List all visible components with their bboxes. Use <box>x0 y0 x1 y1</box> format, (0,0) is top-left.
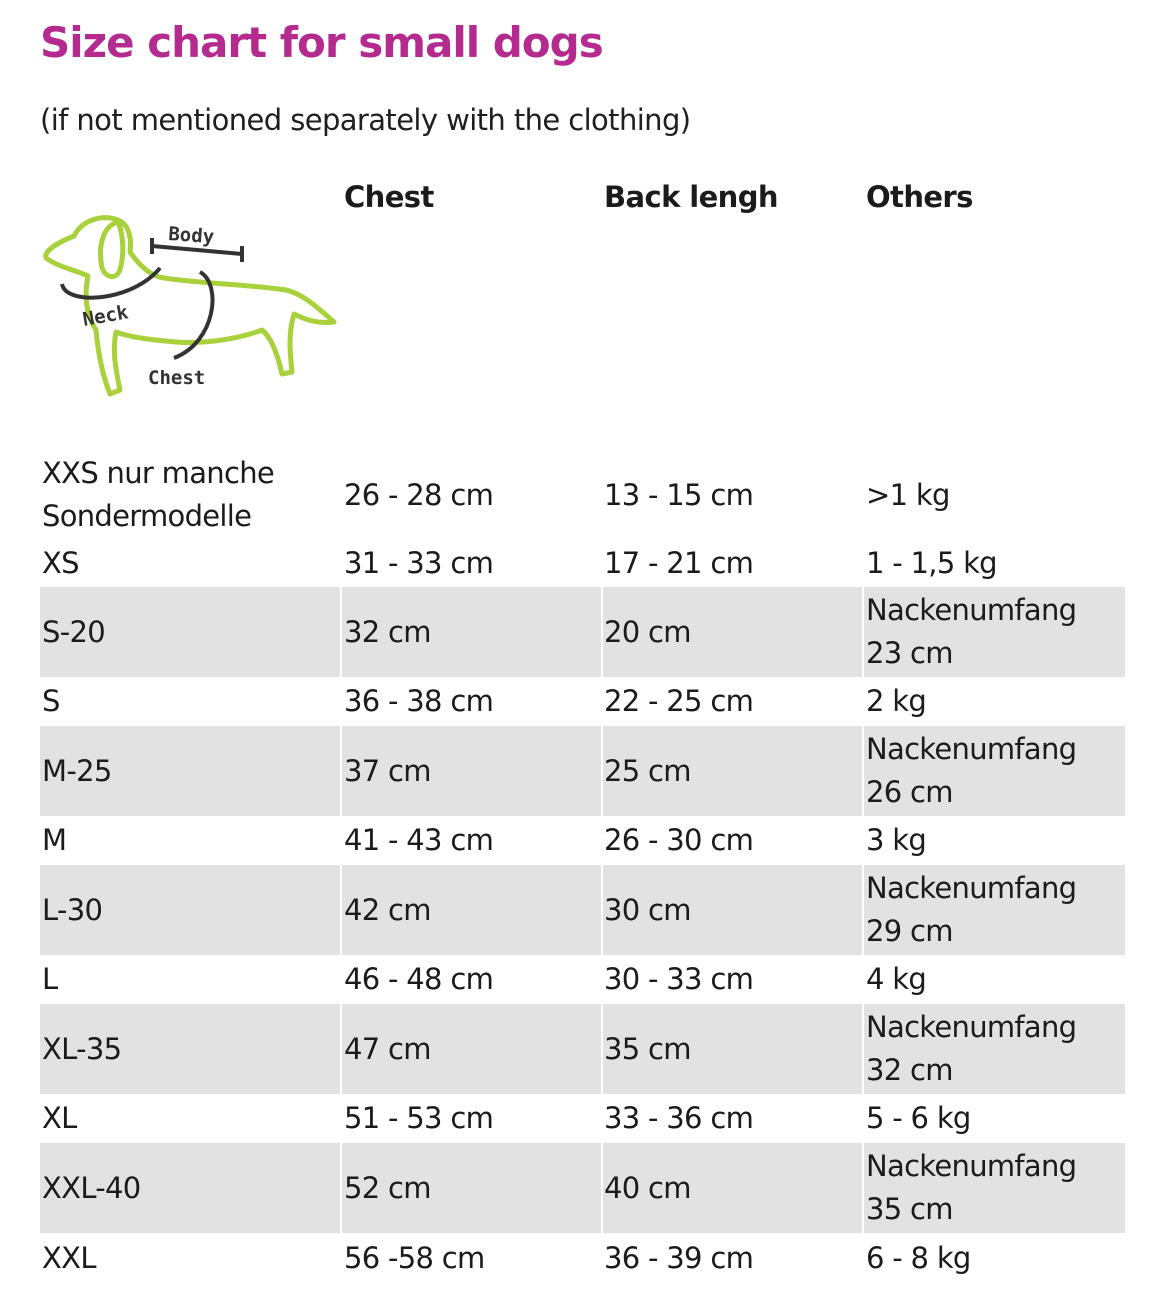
cell-line: 5 - 6 kg <box>866 1100 971 1135</box>
column-separator <box>862 1143 864 1233</box>
cell-line: XS <box>42 546 79 580</box>
cell-line: 30 - 33 cm <box>604 961 754 996</box>
cell-line: 26 - 30 cm <box>604 822 754 857</box>
cell-line: 36 - 38 cm <box>344 683 494 718</box>
size-cell <box>42 1097 77 1140</box>
column-separator <box>862 726 864 816</box>
cell-line: 26 cm <box>866 775 953 809</box>
cell-line: XXL-40 <box>42 1170 141 1205</box>
others-cell <box>866 728 1076 814</box>
cell-line: 3 kg <box>866 822 927 857</box>
cell-line: 30 cm <box>604 892 691 927</box>
back-length-cell <box>604 680 753 723</box>
back-length-cell <box>604 889 691 932</box>
back-length-cell <box>604 958 753 1001</box>
page-subtitle: (if not mentioned separately with the clothing) <box>40 103 691 137</box>
table-row <box>40 817 1125 863</box>
others-cell <box>866 1006 1076 1092</box>
size-cell <box>42 1237 96 1280</box>
column-header-chest: Chest <box>344 180 434 214</box>
column-separator <box>601 1143 603 1233</box>
back-length-cell <box>604 474 753 517</box>
cell-line: 26 - 28 cm <box>344 477 494 512</box>
cell-line: 4 kg <box>866 961 927 996</box>
column-header-back-length: Back lengh <box>604 180 778 214</box>
column-separator <box>601 587 603 677</box>
others-cell <box>866 680 926 723</box>
cell-line: XL <box>42 1100 77 1135</box>
column-separator <box>862 865 864 955</box>
cell-line: 37 cm <box>344 753 431 788</box>
table-row <box>40 541 1125 586</box>
cell-line: 32 cm <box>344 614 431 649</box>
column-separator <box>340 865 342 955</box>
others-cell <box>866 1237 971 1280</box>
cell-line: 51 - 53 cm <box>344 1100 494 1135</box>
back-length-cell <box>604 1028 691 1071</box>
page-title: Size chart for small dogs <box>40 18 603 67</box>
size-cell <box>42 1167 141 1210</box>
size-cell <box>42 750 112 793</box>
cell-line: 20 cm <box>604 614 691 649</box>
others-cell <box>866 1145 1076 1231</box>
others-cell <box>866 589 1076 675</box>
table-row <box>40 865 1125 955</box>
cell-line: 36 - 39 cm <box>604 1240 754 1275</box>
cell-line: 1 - 1,5 kg <box>866 546 997 580</box>
chest-cell <box>344 819 493 862</box>
size-cell <box>42 1028 121 1071</box>
column-separator <box>340 1143 342 1233</box>
table-row <box>40 726 1125 816</box>
back-length-cell <box>604 611 691 654</box>
size-cell <box>42 958 57 1001</box>
chest-cell <box>344 1237 485 1280</box>
table-row <box>40 678 1125 724</box>
cell-line: XXL <box>42 1240 96 1275</box>
table-row <box>40 956 1125 1002</box>
cell-line: 32 cm <box>866 1053 953 1087</box>
table-row <box>40 587 1125 677</box>
back-length-cell <box>604 1097 753 1140</box>
chest-cell <box>344 1028 431 1071</box>
chest-cell <box>344 611 431 654</box>
cell-line: Nackenumfang <box>866 1149 1077 1183</box>
others-cell <box>866 1097 971 1140</box>
cell-line: 2 kg <box>866 683 927 718</box>
cell-line: M-25 <box>42 753 112 788</box>
column-separator <box>862 1004 864 1094</box>
column-separator <box>340 1004 342 1094</box>
others-cell <box>866 542 997 585</box>
column-separator <box>601 726 603 816</box>
size-cell <box>42 819 66 862</box>
cell-line: 47 cm <box>344 1031 431 1066</box>
others-cell <box>866 474 950 517</box>
cell-line: 23 cm <box>866 636 953 670</box>
cell-line: XXS nur manche <box>42 456 275 490</box>
chest-cell <box>344 958 493 1001</box>
cell-line: S <box>42 683 60 718</box>
cell-line: Nackenumfang <box>866 871 1077 905</box>
cell-line: L <box>42 961 58 996</box>
cell-line: 13 - 15 cm <box>604 477 754 512</box>
neck-label: Neck <box>81 301 130 331</box>
cell-line: 56 -58 cm <box>344 1240 485 1275</box>
cell-line: 52 cm <box>344 1170 431 1205</box>
chest-cell <box>344 542 493 585</box>
cell-line: 33 - 36 cm <box>604 1100 754 1135</box>
cell-line: Nackenumfang <box>866 593 1077 627</box>
cell-line: M <box>42 822 67 857</box>
chest-label: Chest <box>148 367 206 389</box>
cell-line: 42 cm <box>344 892 431 927</box>
back-length-cell <box>604 1237 753 1280</box>
column-header-others: Others <box>866 180 973 214</box>
size-cell <box>42 542 79 585</box>
others-cell <box>866 819 926 862</box>
cell-line: XL-35 <box>42 1031 122 1066</box>
cell-line: L-30 <box>42 892 103 927</box>
column-separator <box>862 587 864 677</box>
chest-cell <box>344 889 431 932</box>
cell-line: 35 cm <box>604 1031 691 1066</box>
table-row <box>40 1095 1125 1141</box>
size-cell <box>42 611 105 654</box>
column-separator <box>601 865 603 955</box>
cell-line: Sondermodelle <box>42 499 252 533</box>
cell-line: 17 - 21 cm <box>604 546 754 580</box>
chest-cell <box>344 1097 493 1140</box>
size-cell <box>42 452 274 538</box>
dog-measurement-illustration <box>36 206 342 416</box>
cell-line: 35 cm <box>866 1192 953 1226</box>
cell-line: 41 - 43 cm <box>344 822 494 857</box>
body-label: Body <box>167 223 215 249</box>
chest-cell <box>344 474 493 517</box>
back-length-cell <box>604 819 753 862</box>
cell-line: 46 - 48 cm <box>344 961 494 996</box>
cell-line: 40 cm <box>604 1170 691 1205</box>
table-row <box>40 1004 1125 1094</box>
cell-line: 6 - 8 kg <box>866 1240 971 1275</box>
back-length-cell <box>604 1167 691 1210</box>
cell-line: 31 - 33 cm <box>344 546 494 580</box>
others-cell <box>866 958 926 1001</box>
chest-cell <box>344 750 431 793</box>
table-row <box>40 450 1125 540</box>
column-separator <box>340 726 342 816</box>
column-separator <box>601 1004 603 1094</box>
size-cell <box>42 680 60 723</box>
cell-line: Nackenumfang <box>866 1010 1077 1044</box>
cell-line: >1 kg <box>866 477 950 512</box>
column-separator <box>340 587 342 677</box>
cell-line: 29 cm <box>866 914 953 948</box>
table-row <box>40 1234 1125 1282</box>
back-length-cell <box>604 750 691 793</box>
size-cell <box>42 889 102 932</box>
chest-cell <box>344 1167 431 1210</box>
chest-cell <box>344 680 493 723</box>
cell-line: 22 - 25 cm <box>604 683 754 718</box>
cell-line: Nackenumfang <box>866 732 1077 766</box>
back-length-cell <box>604 542 753 585</box>
cell-line: S-20 <box>42 614 105 649</box>
others-cell <box>866 867 1076 953</box>
cell-line: 25 cm <box>604 753 691 788</box>
table-row <box>40 1143 1125 1233</box>
